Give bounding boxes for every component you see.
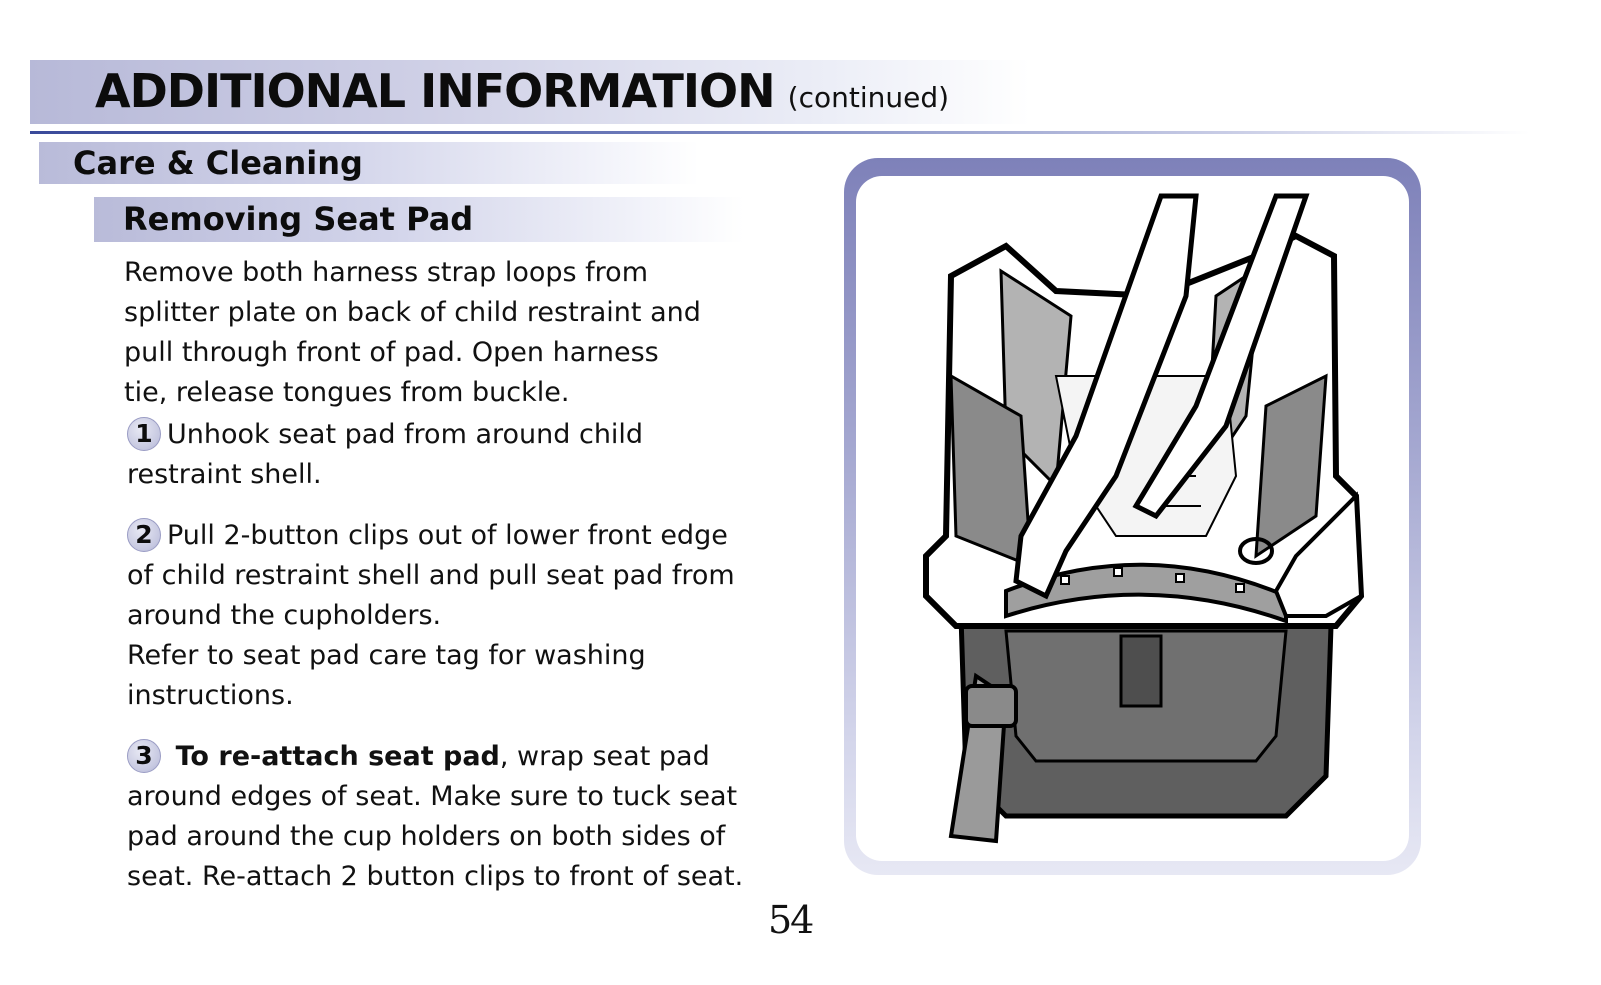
step-3-line: seat. Re-attach 2 button clips to front of seat.	[127, 861, 744, 892]
step-3-line	[127, 737, 743, 777]
page-title	[95, 64, 949, 118]
step-2-text: Pull 2-button clips out of lower front edge	[167, 520, 728, 551]
step-1-text: Unhook seat pad from around child	[167, 419, 644, 450]
page-title-main: ADDITIONAL INFORMATION	[95, 64, 775, 118]
crotch-strap	[1121, 636, 1161, 706]
step-2-line: Refer to seat pad care tag for washing	[127, 640, 646, 671]
illustration-frame	[844, 158, 1421, 875]
intro-paragraph	[124, 253, 701, 413]
subsection-title: Removing Seat Pad	[123, 200, 474, 238]
step-3-lead-rest: , wrap seat pad	[499, 741, 710, 772]
title-rule	[30, 131, 1530, 134]
step-1	[127, 415, 643, 495]
step-2-line	[127, 516, 735, 556]
intro-line: Remove both harness strap loops from	[124, 257, 648, 288]
step-3-bold-lead: To re-attach seat pad	[175, 741, 500, 772]
intro-line: tie, release tongues from buckle.	[124, 377, 570, 408]
step-1-number-badge: 1	[127, 417, 161, 451]
step-2-line: around the cupholders.	[127, 600, 442, 631]
page-number: 54	[768, 898, 813, 942]
step-2	[127, 516, 735, 716]
step-2-line: of child restraint shell and pull seat pad from	[127, 560, 735, 591]
step-3-line: around edges of seat. Make sure to tuck seat	[127, 781, 738, 812]
step-3-line: pad around the cup holders on both sides of	[127, 821, 726, 852]
belt-clip	[966, 686, 1016, 726]
step-3-number-badge: 3	[127, 739, 161, 773]
step-1-line: restraint shell.	[127, 459, 322, 490]
intro-line: splitter plate on back of child restraint and	[124, 297, 701, 328]
section-title: Care & Cleaning	[73, 144, 363, 182]
step-2-line: instructions.	[127, 680, 294, 711]
step-1-line	[127, 415, 643, 455]
step-3	[127, 737, 743, 897]
illustration-panel	[856, 176, 1409, 861]
step-2-number-badge: 2	[127, 518, 161, 552]
intro-line: pull through front of pad. Open harness	[124, 337, 659, 368]
page-title-continued: (continued)	[787, 81, 950, 114]
seat-pad-illustration	[856, 176, 1409, 861]
